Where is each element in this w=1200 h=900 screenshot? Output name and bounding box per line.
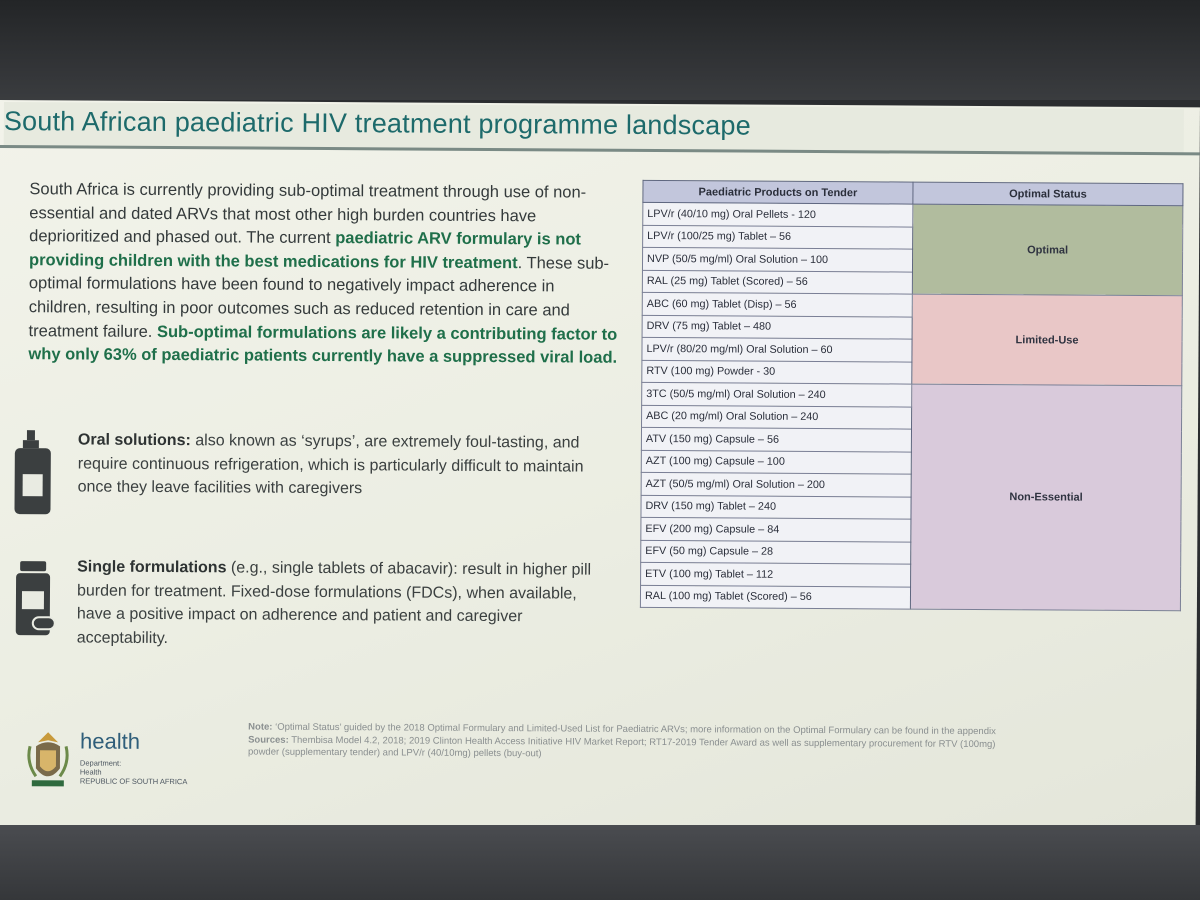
- dept-line-1: Department:: [79, 758, 122, 768]
- product-cell: 3TC (50/5 mg/ml) Oral Solution – 240: [642, 382, 912, 406]
- oral-solutions-label: Oral solutions:: [77, 431, 191, 450]
- status-cell-optimal: Optimal: [912, 204, 1183, 296]
- sources-text: Thembisa Model 4.2, 2018; 2019 Clinton Health Access Initiative HIV Market Report; RT17-2019 Tender Award as well as supplementary procurement for RTV (100mg) powder (supplementary tender) and LPV/r (40/10mg) pellets (buy-out): [247, 734, 996, 760]
- table-row: [642, 382, 1182, 408]
- footnotes: [248, 722, 1008, 764]
- single-formulations-text: [77, 555, 598, 652]
- product-cell: AZT (100 mg) Capsule – 100: [641, 450, 911, 474]
- intro-highlight-1: paediatric ARV formulary is not providing children with the best medications for HIV treatment: [28, 229, 582, 272]
- oral-solutions-description: also known as ‘syrups’, are extremely foul-tasting, and require continuous refrigeration, which is particularly difficult to maintain once they leave facilities with caregivers: [77, 432, 584, 498]
- note-label: Note:: [248, 721, 273, 733]
- single-formulations-label: Single formulations: [77, 558, 227, 577]
- slide-title: South African paediatric HIV treatment programme landscape: [4, 102, 1184, 155]
- header-optimal-status: Optimal Status: [913, 182, 1183, 206]
- product-cell: NVP (50/5 mg/ml) Oral Solution – 100: [642, 247, 912, 271]
- pill-bottle-icon: [7, 555, 60, 645]
- monitor-bezel-bottom: [0, 825, 1200, 900]
- product-cell: LPV/r (100/25 mg) Tablet – 56: [643, 225, 913, 249]
- product-cell: EFV (50 mg) Capsule – 28: [641, 540, 911, 564]
- intro-text-2: . These sub-optimal formulations have been found to negatively impact adherence in children, resulting in poor outcomes such as reduced retention in care and treatment failure.: [28, 253, 610, 341]
- health-department-logo: [24, 728, 224, 799]
- product-cell: RAL (100 mg) Tablet (Scored) – 56: [640, 585, 910, 609]
- product-cell: AZT (50/5 mg/ml) Oral Solution – 200: [641, 472, 911, 496]
- product-cell: EFV (200 mg) Capsule – 84: [641, 517, 911, 541]
- sources-line: [248, 734, 1008, 764]
- health-wordmark: health: [80, 728, 141, 754]
- presentation-slide: [0, 100, 1200, 834]
- oral-solutions-text: [78, 428, 598, 502]
- header-products: Paediatric Products on Tender: [643, 180, 913, 204]
- product-cell: DRV (75 mg) Tablet – 480: [642, 315, 912, 339]
- single-formulations-description: (e.g., single tablets of abacavir): result in higher pill burden for treatment. Fixed-dose formulations (FDCs), when available, have a positive impact on adherence and patient and caregiver acceptability.: [76, 559, 592, 647]
- monitor-bezel-top: [0, 0, 1200, 100]
- intro-paragraph: [28, 178, 619, 370]
- syrup-bottle-icon: [7, 428, 60, 518]
- products-table-wrapper: [640, 180, 1183, 635]
- product-cell: LPV/r (40/10 mg) Oral Pellets - 120: [643, 202, 913, 226]
- status-cell-limited: Limited-Use: [912, 294, 1183, 386]
- product-cell: ATV (150 mg) Capsule – 56: [641, 427, 911, 451]
- note-text: ‘Optimal Status’ guided by the 2018 Optimal Formulary and Limited-Used List for Paediatric ARVs; more information on the Optimal Formulary can be found in the appendix: [272, 721, 996, 738]
- product-cell: LPV/r (80/20 mg/ml) Oral Solution – 60: [642, 337, 912, 361]
- status-cell-nonessential: Non-Essential: [910, 384, 1181, 611]
- product-cell: RAL (25 mg) Tablet (Scored) – 56: [642, 270, 912, 294]
- dept-line-3: REPUBLIC OF SOUTH AFRICA: [79, 776, 188, 787]
- oral-solutions-block: [7, 428, 608, 532]
- product-cell: ABC (60 mg) Tablet (Disp) – 56: [642, 292, 912, 316]
- single-formulations-block: [7, 555, 608, 659]
- sources-label: Sources:: [248, 734, 289, 746]
- intro-highlight-2: Sub-optimal formulations are likely a contributing factor to why only 63% of paediatric patients currently have a suppressed viral load.: [28, 322, 618, 367]
- product-cell: ABC (20 mg/ml) Oral Solution – 240: [642, 405, 912, 429]
- intro-text-1: South Africa is currently providing sub-optimal treatment through use of non-essential and dated ARVs that most other high burden countries have deprioritized and phased out. The current: [29, 180, 587, 248]
- table-row: [642, 292, 1182, 318]
- product-cell: RTV (100 mg) Powder - 30: [642, 360, 912, 384]
- product-cell: ETV (100 mg) Tablet – 112: [641, 562, 911, 586]
- coat-of-arms-icon: [24, 728, 72, 792]
- product-cell: DRV (150 mg) Tablet – 240: [641, 495, 911, 519]
- table-header-row: [643, 180, 1183, 205]
- department-lines: [80, 759, 188, 787]
- paediatric-products-table: [640, 180, 1184, 611]
- dept-line-2: Health: [79, 767, 102, 777]
- table-row: [643, 202, 1183, 228]
- table-body: [640, 202, 1182, 610]
